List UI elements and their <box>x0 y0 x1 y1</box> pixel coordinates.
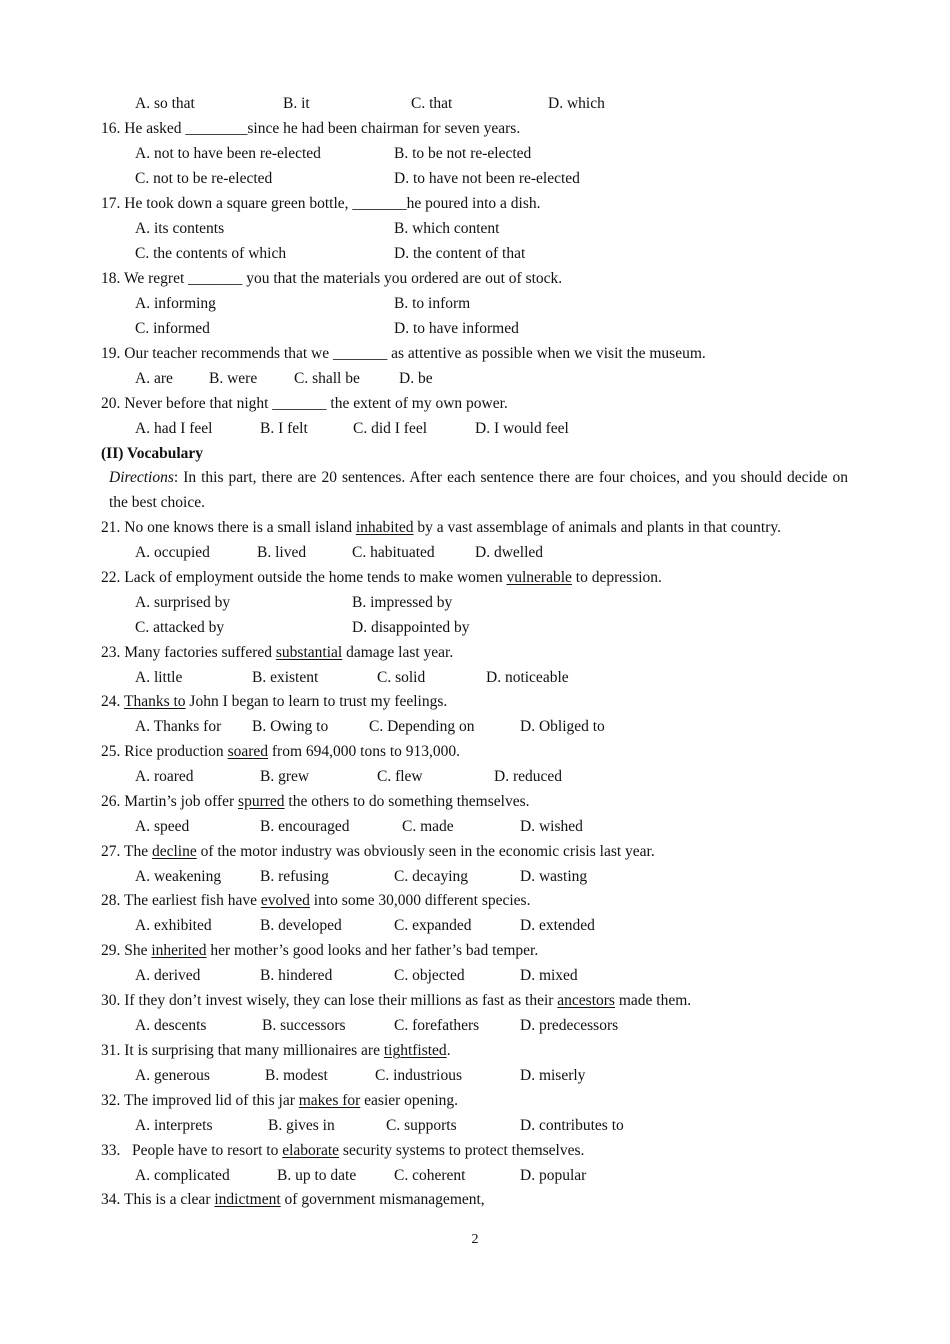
q23-stem <box>101 643 453 663</box>
q33-stem <box>101 1141 584 1161</box>
q32-option-c: C. supports <box>386 1117 457 1134</box>
q30-option-a: A. descents <box>135 1017 207 1034</box>
q23-option-b: B. existent <box>252 669 319 686</box>
stem-post: from 694,000 tons to 913,000. <box>268 743 461 760</box>
q32-option-d: D. contributes to <box>520 1117 624 1134</box>
q33-option-c: C. coherent <box>394 1167 466 1184</box>
target-word: inhabited <box>355 519 414 536</box>
q28-option-b: B. developed <box>260 917 342 934</box>
q27-option-d: D. wasting <box>520 868 588 885</box>
stem-pre: 24. <box>101 693 124 710</box>
q18-option-d: D. to have informed <box>394 320 519 337</box>
target-word: evolved <box>260 892 310 909</box>
q27-option-c: C. decaying <box>394 868 469 885</box>
q21-option-b: B. lived <box>257 544 307 561</box>
stem-post: security systems to protect themselves. <box>339 1142 585 1159</box>
q27-option-b: B. refusing <box>260 868 329 885</box>
q17-option-c: C. the contents of which <box>135 245 287 262</box>
q28-option-d: D. extended <box>520 917 595 934</box>
q29-stem <box>101 941 538 961</box>
q34-stem <box>101 1190 485 1210</box>
section-heading: (II) Vocabulary <box>101 445 204 462</box>
q30-option-c: C. forefathers <box>394 1017 480 1034</box>
q20-stem: 20. Never before that night _______ the extent of my own power. <box>101 395 508 412</box>
q28-option-c: C. expanded <box>394 917 472 934</box>
q15-option-d: D. which <box>548 95 605 112</box>
q29-option-c: C. objected <box>394 967 465 984</box>
q17-stem: 17. He took down a square green bottle, _______he poured into a dish. <box>101 195 541 212</box>
stem-post: into some 30,000 different species. <box>309 892 531 909</box>
q25-option-a: A. roared <box>135 768 194 785</box>
stem-post: John I began to learn to trust my feelings. <box>185 693 448 710</box>
q17-option-d: D. the content of that <box>394 245 526 262</box>
q31-option-c: C. industrious <box>375 1067 462 1084</box>
stem-pre: 27. The <box>101 843 152 860</box>
q26-option-b: B. encouraged <box>260 818 350 835</box>
stem-post: . <box>446 1042 451 1059</box>
q20-option-b: B. I felt <box>260 420 308 437</box>
stem-post: by a vast assemblage of animals and plants in that country. <box>413 519 782 536</box>
q24-stem <box>101 692 447 712</box>
section-directions <box>109 465 848 515</box>
q17-option-b: B. which content <box>394 220 500 237</box>
q15-option-a: A. so that <box>135 95 195 112</box>
q15-option-c: C. that <box>411 95 453 112</box>
q25-stem <box>101 742 460 762</box>
q27-option-a: A. weakening <box>135 868 222 885</box>
stem-pre: 21. No one knows there is a small island <box>101 519 356 536</box>
directions-label: Directions <box>109 469 174 486</box>
target-word: tightfisted <box>383 1042 447 1059</box>
q29-option-a: A. derived <box>135 967 201 984</box>
stem-pre: 25. Rice production <box>101 743 228 760</box>
q30-stem <box>101 991 691 1011</box>
q33-option-d: D. popular <box>520 1167 587 1184</box>
stem-post: easier opening. <box>360 1092 458 1109</box>
q20-option-d: D. I would feel <box>475 420 569 437</box>
q21-option-d: D. dwelled <box>475 544 544 561</box>
q28-stem <box>101 891 530 911</box>
q18-option-b: B. to inform <box>394 295 471 312</box>
q20-option-c: C. did I feel <box>353 420 428 437</box>
stem-pre: 23. Many factories suffered <box>101 644 276 661</box>
q24-option-c: C. Depending on <box>369 718 475 735</box>
q24-option-a: A. Thanks for <box>135 718 222 735</box>
q19-option-c: C. shall be <box>294 370 360 387</box>
target-word: vulnerable <box>506 569 572 586</box>
q25-option-d: D. reduced <box>494 768 562 785</box>
target-word: inherited <box>151 942 207 959</box>
q24-option-b: B. Owing to <box>252 718 329 735</box>
q18-option-c: C. informed <box>135 320 210 337</box>
q18-option-a: A. informing <box>135 295 216 312</box>
stem-post: to depression. <box>571 569 662 586</box>
q25-option-b: B. grew <box>260 768 310 785</box>
stem-pre: 22. Lack of employment outside the home tends to make women <box>101 569 507 586</box>
q22-option-a: A. surprised by <box>135 594 231 611</box>
stem-post: made them. <box>614 992 692 1009</box>
q24-option-d: D. Obliged to <box>520 718 605 735</box>
stem-pre: 26. Martin’s job offer <box>101 793 239 810</box>
stem-pre: 28. The earliest fish have <box>101 892 261 909</box>
q30-option-b: B. successors <box>262 1017 346 1034</box>
q21-stem <box>101 518 781 538</box>
stem-post: the others to do something themselves. <box>284 793 530 810</box>
target-word: indictment <box>214 1191 281 1208</box>
stem-pre: 32. The improved lid of this jar <box>101 1092 299 1109</box>
q32-option-b: B. gives in <box>268 1117 335 1134</box>
stem-pre: 33. People have to resort to <box>101 1142 283 1159</box>
q29-option-b: B. hindered <box>260 967 333 984</box>
q23-option-d: D. noticeable <box>486 669 569 686</box>
q33-option-a: A. complicated <box>135 1167 230 1184</box>
q33-option-b: B. up to date <box>277 1167 357 1184</box>
stem-post: damage last year. <box>342 644 454 661</box>
target-word: decline <box>151 843 197 860</box>
q22-option-c: C. attacked by <box>135 619 225 636</box>
q31-stem <box>101 1041 451 1061</box>
q29-option-d: D. mixed <box>520 967 578 984</box>
q22-stem <box>101 568 662 588</box>
q27-stem <box>101 842 655 862</box>
q16-option-a: A. not to have been re-elected <box>135 145 321 162</box>
stem-pre: 29. She <box>101 942 152 959</box>
q21-option-c: C. habituated <box>352 544 435 561</box>
stem-post: her mother’s good looks and her father’s bad temper. <box>206 942 539 959</box>
q22-option-d: D. disappointed by <box>352 619 470 636</box>
q18-stem: 18. We regret _______ you that the materials you ordered are out of stock. <box>101 270 563 287</box>
q26-option-a: A. speed <box>135 818 190 835</box>
q19-stem: 19. Our teacher recommends that we _______ as attentive as possible when we visit the museum. <box>101 345 706 362</box>
q25-option-c: C. flew <box>377 768 423 785</box>
q31-option-d: D. miserly <box>520 1067 586 1084</box>
stem-post: of the motor industry was obviously seen in the economic crisis last year. <box>196 843 655 860</box>
q26-option-c: C. made <box>402 818 454 835</box>
q30-option-d: D. predecessors <box>520 1017 619 1034</box>
stem-pre: 34. This is a clear <box>101 1191 215 1208</box>
stem-post: of government mismanagement, <box>280 1191 485 1208</box>
q16-option-b: B. to be not re-elected <box>394 145 532 162</box>
target-word: soared <box>227 743 269 760</box>
q17-option-a: A. its contents <box>135 220 225 237</box>
q16-option-d: D. to have not been re-elected <box>394 170 580 187</box>
q26-stem <box>101 792 530 812</box>
stem-pre: 31. It is surprising that many millionaires are <box>101 1042 384 1059</box>
q31-option-b: B. modest <box>265 1067 328 1084</box>
target-word: substantial <box>275 644 343 661</box>
q20-option-a: A. had I feel <box>135 420 213 437</box>
target-word: Thanks to <box>123 693 186 710</box>
q32-option-a: A. interprets <box>135 1117 213 1134</box>
q19-option-b: B. were <box>209 370 258 387</box>
stem-pre: 30. If they don’t invest wisely, they can lose their millions as fast as their <box>101 992 558 1009</box>
q19-option-d: D. be <box>399 370 433 387</box>
q19-option-a: A. are <box>135 370 173 387</box>
q21-option-a: A. occupied <box>135 544 210 561</box>
page-number: 2 <box>471 1232 479 1247</box>
q26-option-d: D. wished <box>520 818 583 835</box>
q16-stem: 16. He asked ________since he had been chairman for seven years. <box>101 120 521 137</box>
q32-stem <box>101 1091 458 1111</box>
directions-text: : In this part, there are 20 sentences. After each sentence there are four choices, and you should decide on the best choice. <box>109 469 848 511</box>
target-word: elaborate <box>282 1142 340 1159</box>
target-word: makes for <box>298 1092 361 1109</box>
target-word: spurred <box>238 793 285 810</box>
q16-option-c: C. not to be re-elected <box>135 170 273 187</box>
q31-option-a: A. generous <box>135 1067 210 1084</box>
target-word: ancestors <box>557 992 615 1009</box>
q23-option-a: A. little <box>135 669 183 686</box>
q23-option-c: C. solid <box>377 669 426 686</box>
q15-option-b: B. it <box>283 95 310 112</box>
q28-option-a: A. exhibited <box>135 917 212 934</box>
q22-option-b: B. impressed by <box>352 594 453 611</box>
